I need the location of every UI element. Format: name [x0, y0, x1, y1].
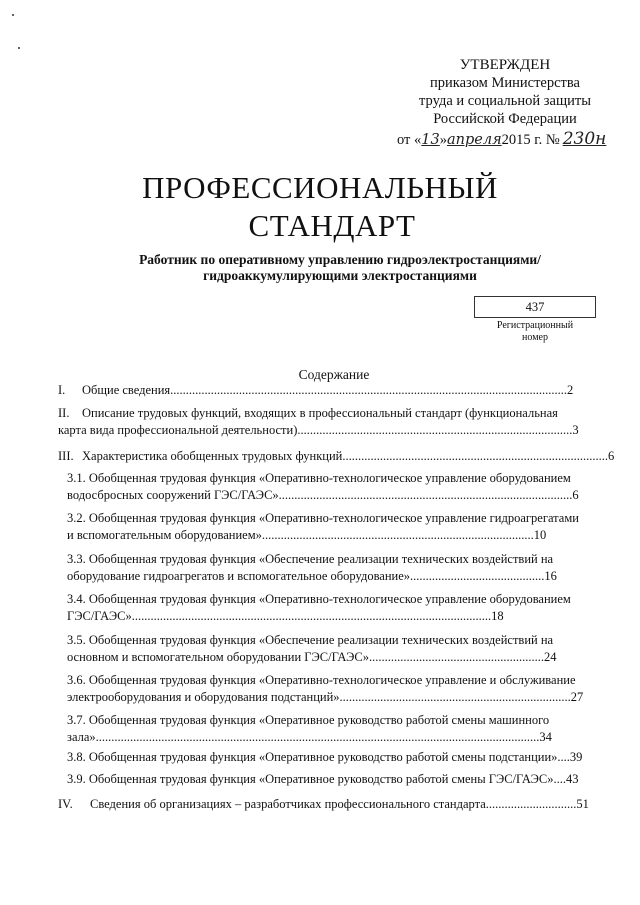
registration-label-line: номер [522, 332, 548, 343]
toc-leader: ............................................................................................................................... [170, 383, 568, 397]
toc-page: 10 [533, 528, 547, 542]
scan-speck [18, 47, 20, 49]
toc-number: I. [58, 383, 66, 397]
toc-entry[interactable] [67, 632, 610, 666]
toc-text: 3.1. Обобщенная трудовая функция «Оперативно-технологическое управление оборудованием [67, 471, 571, 485]
toc-text: карта вида профессиональной деятельности) [58, 423, 298, 437]
toc-text: Сведения об организациях – разработчиках профессионального стандарта [90, 797, 486, 811]
toc-entry[interactable] [58, 405, 614, 439]
toc-entry[interactable] [67, 510, 610, 544]
toc-text: основном и вспомогательном оборудовании ГЭС/ГАЭС» [67, 650, 369, 664]
toc-page: 16 [544, 569, 557, 583]
document-title-line2: СТАНДАРТ [248, 208, 416, 243]
toc-leader: .......................................................................... [339, 690, 571, 704]
date-year: 2015 г. № [501, 132, 560, 148]
toc-text: электрооборудования и оборудования подстанций» [67, 690, 340, 704]
toc-leader: .............................................................................................. [278, 488, 573, 502]
toc-leader: .... [557, 750, 570, 764]
toc-number: III. [58, 449, 74, 463]
toc-text: водосбросных сооружений ГЭС/ГАЭС» [67, 488, 279, 502]
toc-entry[interactable] [67, 771, 610, 788]
toc-page: 18 [491, 609, 504, 623]
document-title-line1: ПРОФЕССИОНАЛЬНЫЙ [142, 170, 498, 205]
toc-page: 27 [570, 690, 584, 704]
toc-page: 39 [569, 750, 583, 764]
toc-text: ГЭС/ГАЭС» [67, 609, 132, 623]
approval-line: труда и социальной защиты [419, 93, 591, 109]
toc-page: 3 [572, 423, 579, 437]
toc-text: 3.7. Обобщенная трудовая функция «Оперативное руководство работой смены машинного [67, 713, 550, 727]
registration-label [474, 320, 596, 344]
handwritten-month: апреля [446, 132, 502, 148]
approval-line: Российской Федерации [433, 111, 577, 127]
toc-leader: .............................................................................................................................................. [95, 730, 540, 744]
toc-page: 34 [539, 730, 552, 744]
toc-text: и вспомогательным оборудованием» [67, 528, 262, 542]
toc-page: 6 [572, 488, 579, 502]
toc-text: 3.2. Обобщенная трудовая функция «Оперативно-технологическое управление гидроагрегатами [67, 511, 579, 525]
toc-entry[interactable] [58, 382, 609, 399]
approval-line: приказом Министерства [430, 75, 580, 91]
scan-speck [12, 14, 14, 16]
toc-text: 3.4. Обобщенная трудовая функция «Оперативно-технологическое управление оборудованием [67, 592, 571, 606]
subtitle-line: Работник по оперативному управлению гидроэлектростанциями/ [139, 252, 541, 267]
toc-leader: ........................................... [410, 569, 545, 583]
toc-page: 51 [576, 797, 589, 811]
date-prefix: от « [397, 132, 422, 148]
toc-entry[interactable] [58, 448, 615, 465]
toc-leader: .... [553, 772, 566, 786]
toc-page: 6 [607, 449, 615, 463]
registration-label-line: Регистрационный [496, 320, 574, 331]
toc-leader: ..................................................................................... [342, 449, 608, 463]
registration-number-box: 437 [474, 296, 596, 318]
toc-entry[interactable] [67, 749, 610, 766]
document-subtitle [90, 252, 590, 284]
toc-text: Общие сведения [82, 383, 171, 397]
toc-leader: ................................................................................................................... [131, 609, 492, 623]
toc-text: оборудование гидроагрегатов и вспомогательное оборудование» [67, 569, 411, 583]
toc-entry[interactable] [67, 591, 610, 625]
toc-page: 2 [567, 383, 574, 397]
toc-text: 3.9. Обобщенная трудовая функция «Оперативное руководство работой смены ГЭС/ГАЭС» [67, 772, 554, 786]
toc-leader: ........................................................................................ [297, 423, 573, 437]
date-mid: » [439, 132, 447, 148]
toc-text: Описание трудовых функций, входящих в профессиональный стандарт (функциональная [82, 406, 558, 420]
toc-entry[interactable] [67, 712, 610, 746]
toc-text: 3.3. Обобщенная трудовая функция «Обеспечение реализации технических воздействий на [67, 552, 554, 566]
toc-page: 24 [543, 650, 557, 664]
toc-number: II. [58, 406, 70, 420]
toc-entry[interactable] [67, 672, 610, 706]
toc-number: IV. [58, 797, 73, 811]
handwritten-day: 13 [421, 132, 440, 148]
toc-text: 3.6. Обобщенная трудовая функция «Оперативно-технологическое управление и обслуживание [67, 673, 576, 687]
toc-text: 3.8. Обобщенная трудовая функция «Оперативное руководство работой смены подстанции» [67, 750, 558, 764]
toc-leader: ....................................................................................... [261, 528, 534, 542]
approval-title: УТВЕРЖДЕН [459, 57, 551, 73]
handwritten-order-number: 230н [562, 129, 607, 149]
toc-text: 3.5. Обобщенная трудовая функция «Обеспечение реализации технических воздействий на [67, 633, 554, 647]
toc-leader: ........................................................ [368, 650, 544, 664]
approval-date [397, 129, 606, 149]
approval-block [400, 56, 610, 128]
toc-text: Характеристика обобщенных трудовых функций [82, 449, 343, 463]
toc-leader: ............................. [485, 797, 577, 811]
toc-entry[interactable] [58, 796, 609, 813]
toc-page: 43 [565, 772, 579, 786]
subtitle-line: гидроаккумулирующими электростанциями [203, 268, 477, 283]
toc-entry[interactable] [67, 470, 610, 504]
contents-heading: Содержание [298, 367, 370, 382]
toc-entry[interactable] [67, 551, 610, 585]
toc-text: зала» [67, 730, 96, 744]
